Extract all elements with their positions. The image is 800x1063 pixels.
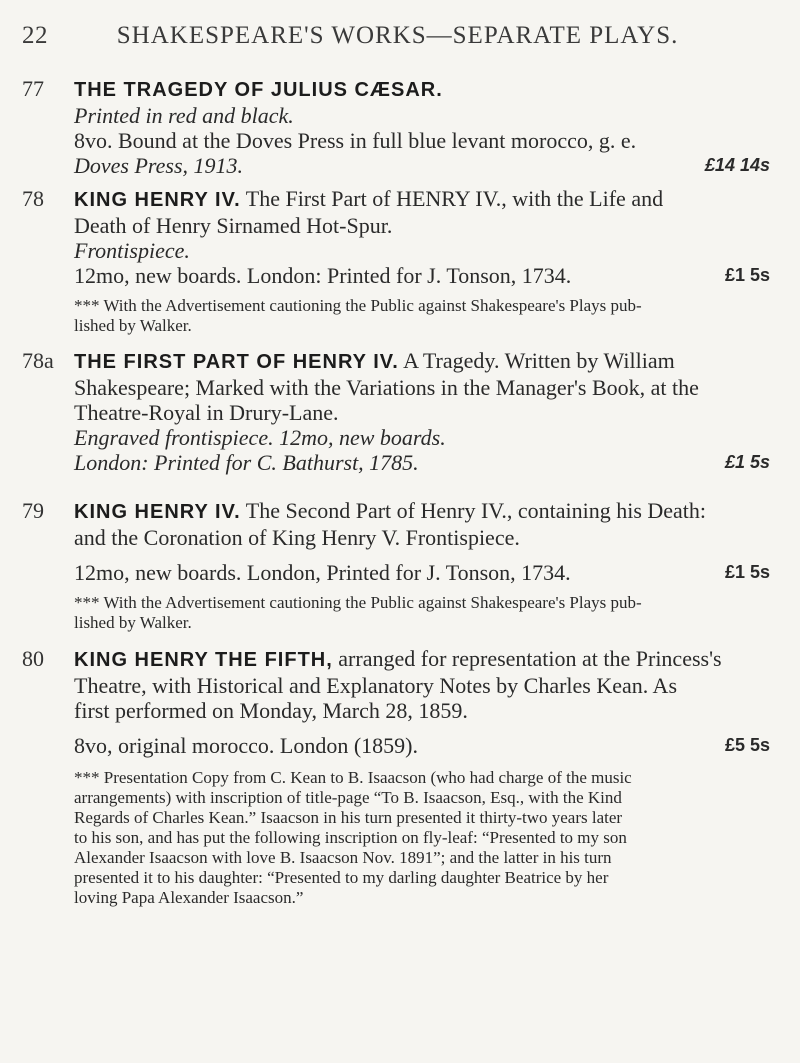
entry-number: 77 bbox=[22, 76, 44, 101]
entry-heading: KING HENRY THE FIFTH, bbox=[74, 649, 333, 671]
entry-line: Theatre-Royal in Drury-Lane. bbox=[74, 400, 339, 425]
entry-line-imprint bbox=[22, 560, 770, 585]
entry-line: Shakespeare; Marked with the Variations in the Manager's Book, at the bbox=[74, 375, 699, 400]
entry-title-continued: The Second Part of Henry IV., containing his Death: bbox=[245, 498, 707, 523]
note-line: Regards of Charles Kean.” Isaacson in his turn presented it thirty-two years later bbox=[74, 808, 623, 827]
catalogue-entry-79 bbox=[22, 498, 770, 633]
entry-line: Printed in red and black. bbox=[74, 103, 294, 128]
entry-number: 80 bbox=[22, 646, 44, 671]
entry-note bbox=[22, 593, 770, 633]
note-line: *** Presentation Copy from C. Kean to B. Isaacson (who had charge of the music bbox=[74, 768, 632, 787]
entry-line: Engraved frontispiece. 12mo, new boards. bbox=[74, 425, 446, 450]
note-line: loving Papa Alexander Isaacson.” bbox=[74, 888, 304, 907]
entry-line: first performed on Monday, March 28, 1859. bbox=[74, 698, 468, 723]
entry-price: £1 5s bbox=[724, 265, 770, 285]
note-line: lished by Walker. bbox=[74, 316, 192, 335]
entry-line: and the Coronation of King Henry V. Frontispiece. bbox=[74, 525, 520, 550]
entry-imprint: 8vo, original morocco. London (1859). bbox=[74, 733, 418, 758]
entry-number: 78a bbox=[22, 348, 54, 373]
entry-imprint: Doves Press, 1913. bbox=[74, 153, 244, 178]
note-line: *** With the Advertisement cautioning the Public against Shakespeare's Plays pub- bbox=[74, 593, 642, 612]
running-title: SHAKESPEARE'S WORKS—SEPARATE PLAYS. bbox=[116, 22, 679, 49]
entry-line: 8vo. Bound at the Doves Press in full blue levant morocco, g. e. bbox=[74, 128, 637, 153]
entry-number: 78 bbox=[22, 186, 44, 211]
entry-note bbox=[22, 768, 770, 908]
entry-price: £1 5s bbox=[724, 562, 770, 582]
entry-price: £14 14s bbox=[704, 155, 770, 175]
catalogue-entry-78a bbox=[22, 348, 770, 475]
entry-price: £5 5s bbox=[724, 735, 770, 755]
note-line: Alexander Isaacson with love B. Isaacson Nov. 1891”; and the latter in his turn bbox=[74, 848, 612, 867]
entry-line: Theatre, with Historical and Explanatory Notes by Charles Kean. As bbox=[74, 673, 678, 698]
entry-heading: THE FIRST PART OF HENRY IV. bbox=[74, 351, 399, 373]
catalogue-entry-77 bbox=[22, 76, 770, 178]
note-line: lished by Walker. bbox=[74, 613, 192, 632]
entry-line-imprint bbox=[22, 450, 770, 475]
entry-line-imprint bbox=[22, 263, 770, 288]
entry-heading: THE TRAGEDY OF JULIUS CÆSAR. bbox=[74, 79, 443, 101]
entry-line-imprint bbox=[22, 733, 770, 758]
catalogue-entry-78 bbox=[22, 186, 770, 336]
entry-imprint: London: Printed for C. Bathurst, 1785. bbox=[74, 450, 419, 475]
entry-title-continued: A Tragedy. Written by William bbox=[403, 348, 675, 373]
entry-price: £1 5s bbox=[724, 452, 770, 472]
entry-heading: KING HENRY IV. bbox=[74, 189, 241, 211]
note-line: arrangements) with inscription of title-page “To B. Isaacson, Esq., with the Kind bbox=[74, 788, 622, 807]
note-line: *** With the Advertisement cautioning the Public against Shakespeare's Plays pub- bbox=[74, 296, 642, 315]
note-line: presented it to his daughter: “Presented to my darling daughter Beatrice by her bbox=[74, 868, 609, 887]
entry-imprint: 12mo, new boards. London: Printed for J. Tonson, 1734. bbox=[74, 263, 572, 288]
entry-line: Frontispiece. bbox=[74, 238, 190, 263]
entry-line: Death of Henry Sirnamed Hot-Spur. bbox=[74, 213, 393, 238]
entry-imprint: 12mo, new boards. London, Printed for J. Tonson, 1734. bbox=[74, 560, 571, 585]
entry-title-continued: The First Part of HENRY IV., with the Life and bbox=[245, 186, 664, 211]
entry-title-continued: arranged for representation at the Princess's bbox=[338, 646, 722, 671]
running-head bbox=[22, 22, 770, 50]
entry-line-imprint bbox=[22, 153, 770, 178]
entry-note bbox=[22, 296, 770, 336]
page-number: 22 bbox=[22, 22, 48, 49]
note-line: to his son, and has put the following inscription on fly-leaf: “Presented to my son bbox=[74, 828, 627, 847]
catalogue-entry-80 bbox=[22, 646, 770, 908]
entry-number: 79 bbox=[22, 498, 44, 523]
entry-heading: KING HENRY IV. bbox=[74, 501, 241, 523]
